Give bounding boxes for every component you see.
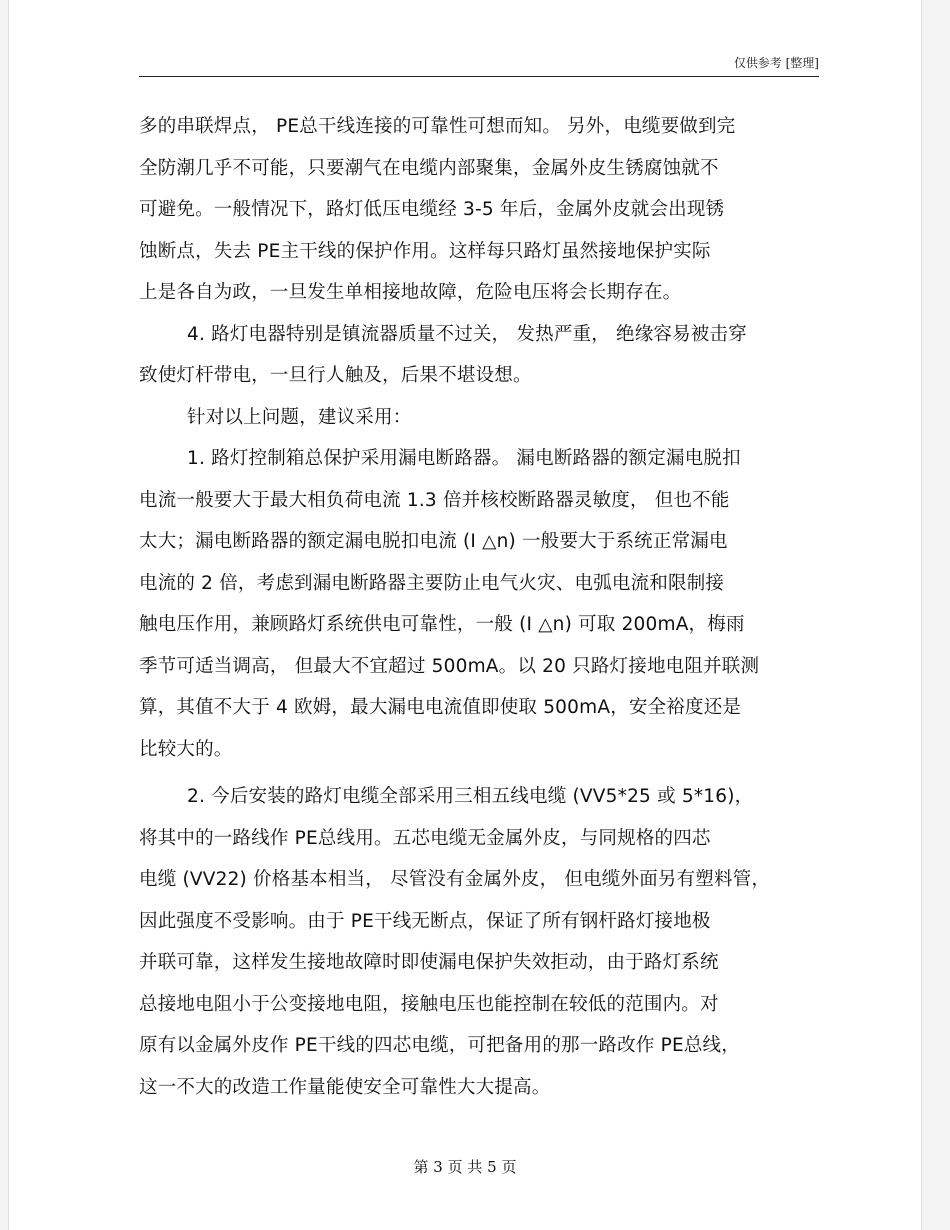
- text-line: 并联可靠，这样发生接地故障时即使漏电保护失效拒动，由于路灯系统: [139, 952, 719, 973]
- body-text: [139, 106, 819, 1108]
- text-line: 多的串联焊点， PE总干线连接的可靠性可想而知。 另外，电缆要做到完: [139, 116, 736, 137]
- text-line: 季节可适当调高， 但最大不宜超过 500mA。以 20 只路灯接地电阻并联测: [139, 655, 760, 677]
- page-header: 仅供参考 [整理]: [733, 56, 819, 70]
- text-line: 原有以金属外皮作 PE干线的四芯电缆，可把备用的那一路改作 PE总线，: [139, 1035, 740, 1056]
- text-line: 可避免。一般情况下，路灯低压电缆经 3-5 年后，金属外皮就会出现锈: [139, 199, 725, 220]
- text-line: 总接地电阻小于公变接地电阻，接触电压也能控制在较低的范围内。对: [139, 993, 719, 1015]
- text-line: 触电压作用，兼顾路灯系统供电可靠性，一般 (I △n) 可取 200mA，梅雨: [139, 614, 745, 635]
- text-line: 电缆 (VV22) 价格基本相当， 尽管没有金属外皮， 但电缆外面另有塑料管，: [139, 869, 771, 890]
- paragraph-start-line: 4. 路灯电器特别是镇流器质量不过关， 发热严重， 绝缘容易被击穿: [187, 323, 747, 345]
- page-footer: 第 3 页 共 5 页: [413, 1158, 517, 1176]
- paragraph-start-line: 2. 今后安装的路灯电缆全部采用三相五线电缆 (VV5*25 或 5*16)，: [187, 786, 754, 807]
- text-line: 蚀断点，失去 PE主干线的保护作用。这样每只路灯虽然接地保护实际: [139, 240, 711, 262]
- document-page: [8, 0, 922, 1230]
- paragraph-start-line: 针对以上问题，建议采用：: [187, 406, 412, 428]
- text-line: 致使灯杆带电，一旦行人触及，后果不堪设想。: [139, 365, 532, 386]
- text-line: 电流的 2 倍，考虑到漏电断路器主要防止电气火灾、电弧电流和限制接: [139, 572, 725, 594]
- text-line: 全防潮几乎不可能，只要潮气在电缆内部聚集，金属外皮生锈腐蚀就不: [139, 157, 719, 179]
- text-line: 将其中的一路线作 PE总线用。五芯电缆无金属外皮，与同规格的四芯: [139, 827, 711, 849]
- header-rule: [139, 76, 819, 77]
- paragraph-start-line: 1. 路灯控制箱总保护采用漏电断路器。 漏电断路器的额定漏电脱扣: [187, 448, 741, 469]
- text-line: 这一不大的改造工作量能使安全可靠性大大提高。: [139, 1076, 551, 1098]
- text-line: 上是各自为政，一旦发生单相接地故障，危险电压将会长期存在。: [139, 282, 682, 303]
- text-line: 因此强度不受影响。由于 PE干线无断点，保证了所有钢杆路灯接地极: [139, 910, 711, 932]
- text-line: 太大；漏电断路器的额定漏电脱扣电流 (I △n) 一般要大于系统正常漏电: [139, 531, 728, 552]
- text-line: 比较大的。: [139, 738, 233, 760]
- text-line: 电流一般要大于最大相负荷电流 1.3 倍并核校断路器灵敏度， 但也不能: [139, 489, 730, 511]
- text-line: 算，其值不大于 4 欧姆，最大漏电电流值即使取 500mA，安全裕度还是: [139, 697, 742, 718]
